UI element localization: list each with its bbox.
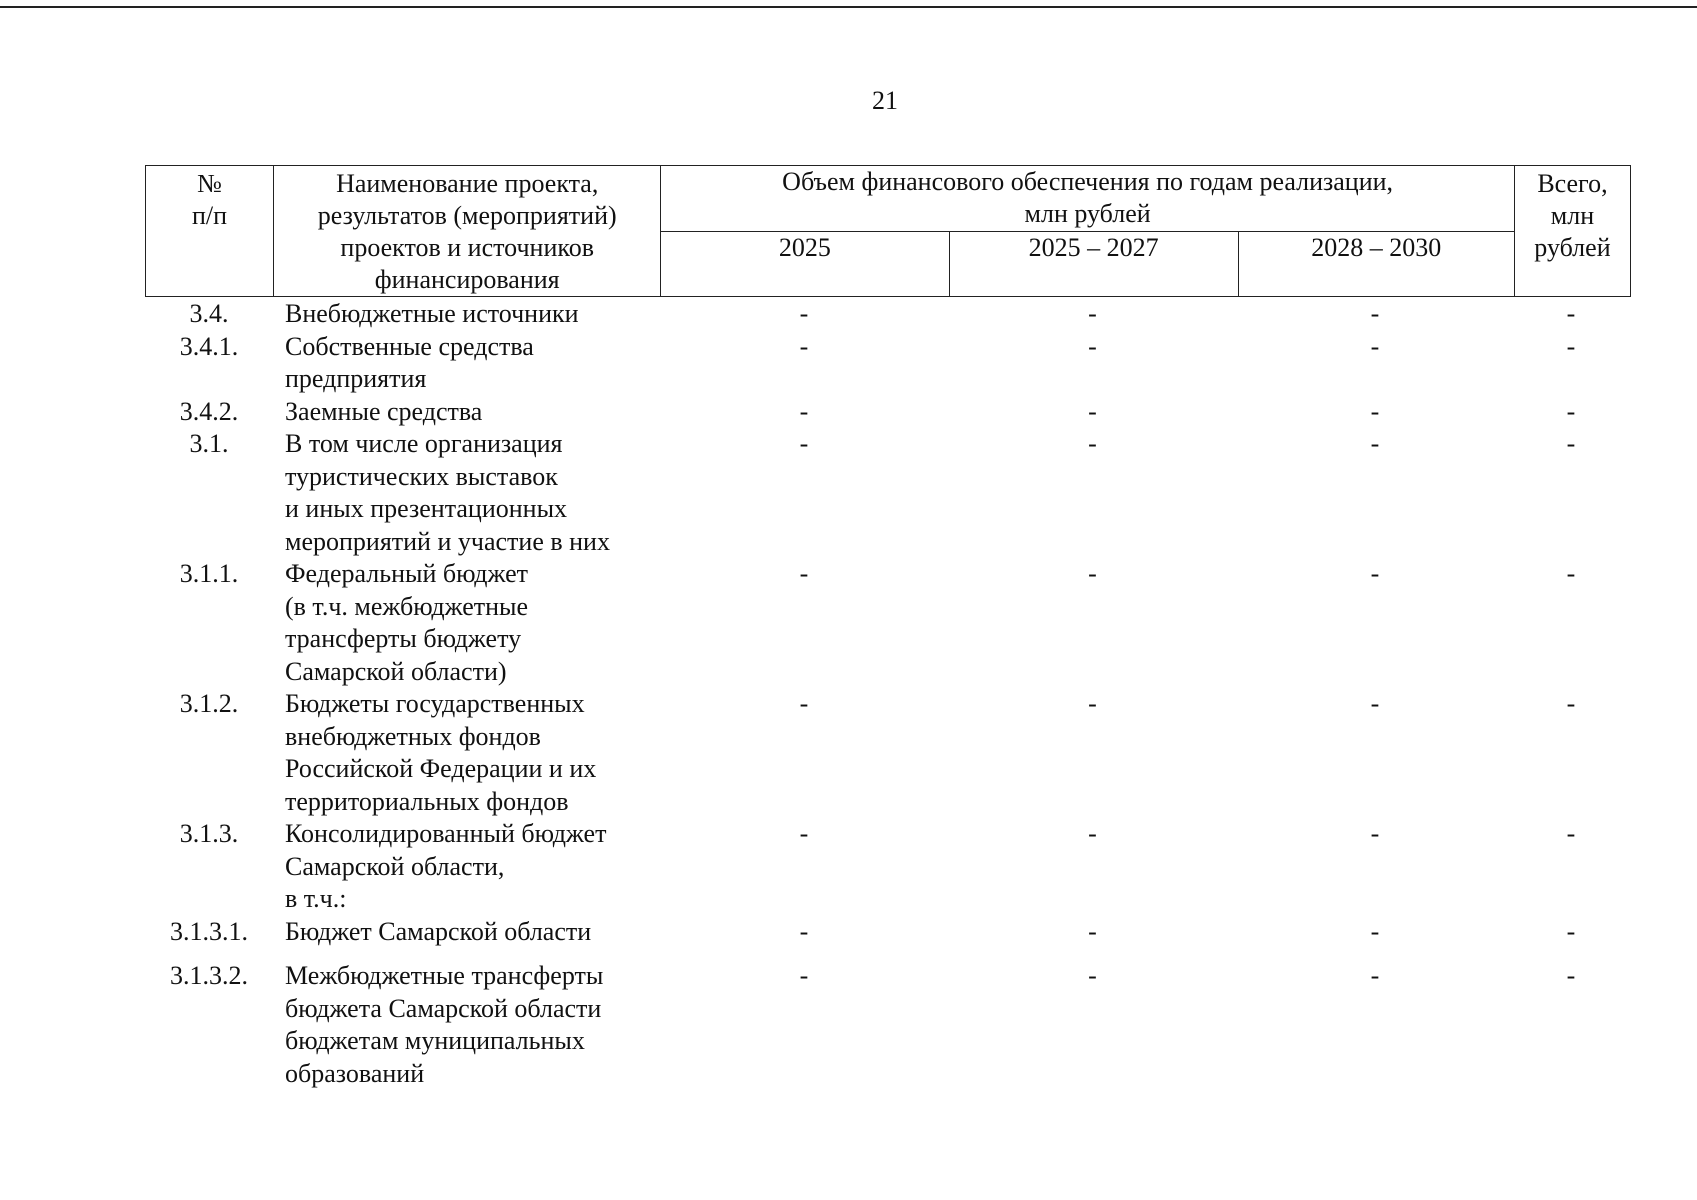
row-name: Бюджеты государственных внебюджетных фондов Российской Федерации и их территориальных фондов <box>285 689 597 816</box>
row-value-2028-2030: - <box>1370 429 1380 458</box>
row-value-2025-2027: - <box>1088 429 1097 458</box>
row-value-2025: - <box>799 559 809 588</box>
row-value-2025-2027: - <box>1088 331 1097 361</box>
header-name-text: Наименование проекта, результатов (мероприятий) проектов и источников финансирования <box>317 169 617 294</box>
row-number: 3.4.2. <box>179 396 239 426</box>
header-funding-group-text: Объем финансового обеспечения по годам реализации, млн рублей <box>782 167 1394 228</box>
table-row <box>145 818 1631 916</box>
row-value-2028-2030: - <box>1370 396 1380 426</box>
header-total <box>1514 166 1630 297</box>
header-number <box>146 166 274 297</box>
row-value-2028-2030: - <box>1370 689 1380 718</box>
row-value-2025: - <box>799 916 809 946</box>
row-number: 3.1.3.1. <box>170 916 248 946</box>
row-value-total: - <box>1566 916 1576 946</box>
row-name: Внебюджетные источники <box>285 299 579 328</box>
row-value-2028-2030: - <box>1370 559 1380 588</box>
row-value-2025-2027: - <box>1088 819 1097 848</box>
row-name: Консолидированный бюджет Самарской области, в т.ч.: <box>285 819 607 913</box>
row-number: 3.1.3.2. <box>170 961 248 990</box>
row-value-2025: - <box>799 299 809 328</box>
header-year-2025: 2025 <box>661 231 949 297</box>
table-row <box>145 428 1631 558</box>
row-value-total: - <box>1566 961 1576 990</box>
row-number: 3.4.1. <box>179 331 239 361</box>
header-name <box>274 166 661 297</box>
row-value-2028-2030: - <box>1370 819 1380 848</box>
header-year-2025-2027: 2025 – 2027 <box>949 231 1238 297</box>
row-number: 3.1. <box>189 429 229 458</box>
row-name: Межбюджетные трансферты бюджета Самарской области бюджетам муниципальных образований <box>285 961 604 1088</box>
row-spacer <box>145 948 1631 960</box>
table-row <box>145 916 1631 949</box>
table-row <box>145 558 1631 688</box>
row-number: 3.4. <box>189 299 229 328</box>
top-border-rule <box>0 6 1697 8</box>
row-value-2028-2030: - <box>1370 916 1380 946</box>
header-total-text: Всего, млн рублей <box>1534 169 1611 262</box>
table-row <box>145 960 1631 1090</box>
page-number: 21 <box>872 86 898 115</box>
row-value-total: - <box>1566 819 1576 848</box>
row-value-2028-2030: - <box>1370 299 1380 328</box>
row-value-2025-2027: - <box>1088 689 1097 718</box>
row-name: Заемные средства <box>285 396 483 426</box>
row-number: 3.1.2. <box>179 689 239 718</box>
row-name: Бюджет Самарской области <box>285 916 592 946</box>
row-value-total: - <box>1566 331 1576 361</box>
table-body <box>145 298 1631 1090</box>
table-row <box>145 688 1631 818</box>
header-funding-group <box>661 166 1515 232</box>
row-value-2025: - <box>799 961 809 990</box>
row-value-2025-2027: - <box>1088 916 1097 946</box>
row-value-2025-2027: - <box>1088 396 1097 426</box>
row-value-total: - <box>1566 299 1576 328</box>
row-value-2025: - <box>799 819 809 848</box>
table-header <box>145 165 1631 297</box>
row-value-total: - <box>1566 559 1576 588</box>
table-row <box>145 298 1631 331</box>
header-number-text: № п/п <box>192 169 228 230</box>
row-name: В том числе организация туристических выставок и иных презентационных мероприятий и участие в них <box>285 429 610 556</box>
row-value-total: - <box>1566 689 1576 718</box>
row-number: 3.1.3. <box>179 819 239 848</box>
row-name: Собственные средства предприятия <box>285 331 534 393</box>
row-name: Федеральный бюджет (в т.ч. межбюджетные трансферты бюджету Самарской области) <box>285 559 529 686</box>
row-value-2028-2030: - <box>1370 961 1380 990</box>
table-row <box>145 396 1631 429</box>
row-value-2025-2027: - <box>1088 299 1097 328</box>
table-row <box>145 331 1631 396</box>
row-value-total: - <box>1566 429 1576 458</box>
row-number: 3.1.1. <box>179 559 239 588</box>
header-year-2028-2030: 2028 – 2030 <box>1238 231 1514 297</box>
row-value-2028-2030: - <box>1370 331 1380 361</box>
row-value-2025: - <box>799 396 809 426</box>
row-value-2025: - <box>799 689 809 718</box>
row-value-total: - <box>1566 396 1576 426</box>
row-value-2025: - <box>799 429 809 458</box>
row-value-2025-2027: - <box>1088 559 1097 588</box>
row-value-2025-2027: - <box>1088 961 1097 990</box>
row-value-2025: - <box>799 331 809 361</box>
